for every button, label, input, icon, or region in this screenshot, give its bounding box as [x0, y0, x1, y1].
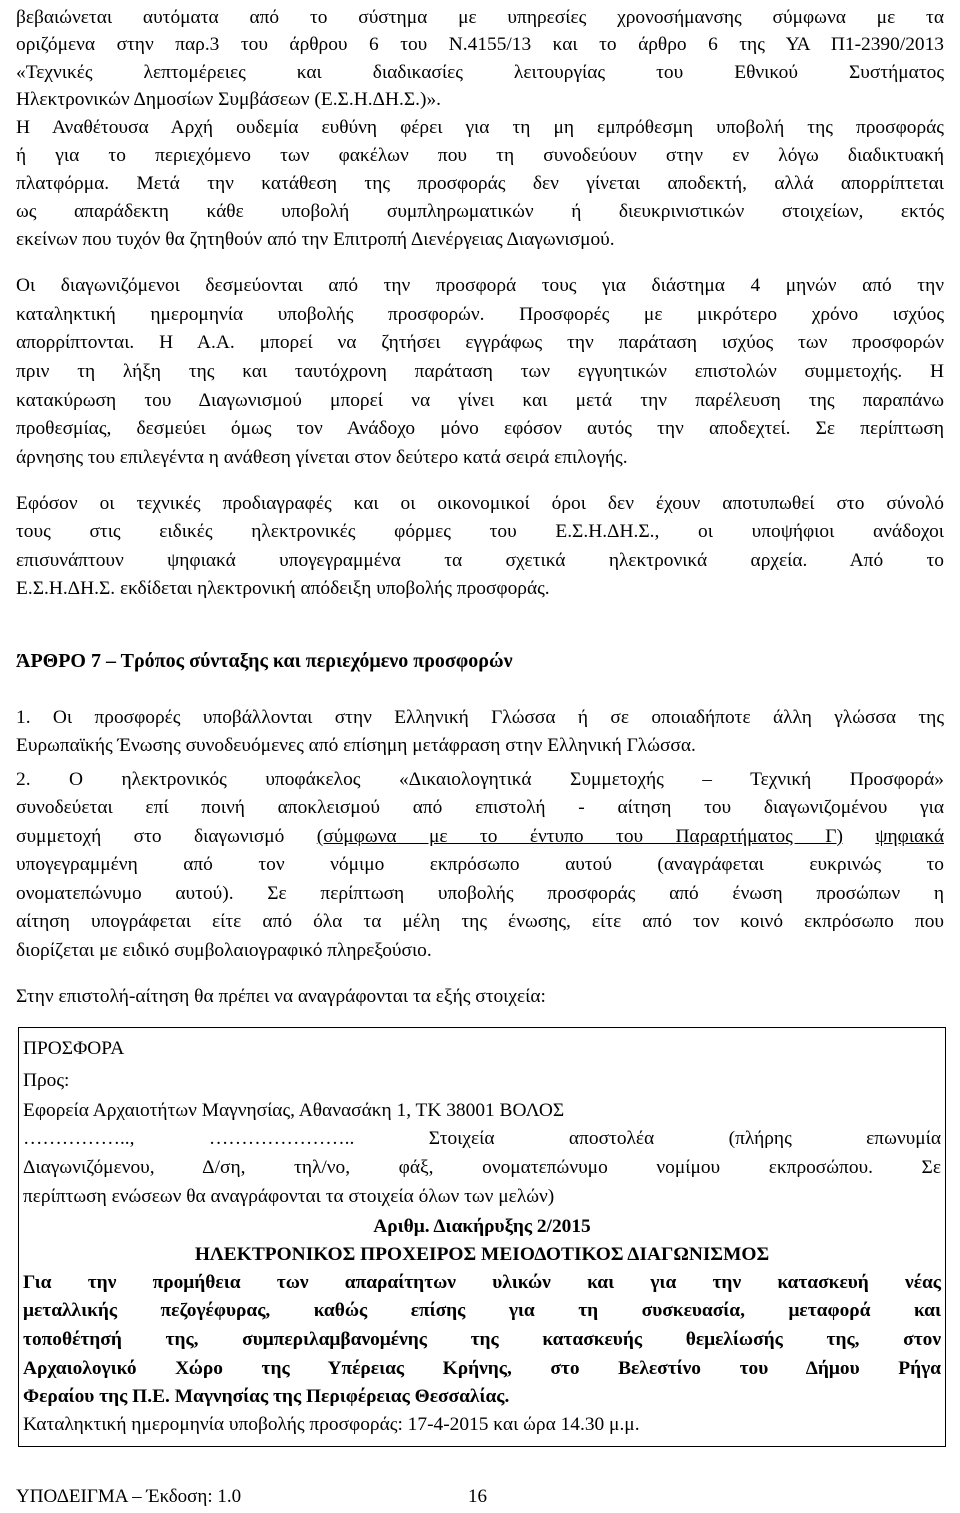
text-line: απορρίπτονται. Η Α.Α. μπορεί να ζητήσει εγγράφως την παράταση ισχύος των προσφορών: [16, 332, 944, 353]
box-title: ΠΡΟΣΦΟΡΑ: [23, 1038, 125, 1059]
text-line: βεβαιώνεται αυτόματα από το σύστημα με υπηρεσίες χρονοσήμανσης σύμφωνα με τα: [16, 7, 944, 28]
text-line: Ε.Σ.Η.ΔΗ.Σ. εκδίδεται ηλεκτρονική απόδειξη υποβολής προσφοράς.: [16, 578, 550, 599]
text-line: προθεσμίας, δεσμεύει όμως τον Ανάδοχο μόνο εφόσον αυτός την αποδεχτεί. Σε περίπτωση: [16, 418, 944, 439]
sender-line: περίπτωση ενώσεων θα αναγράφονται τα στοιχεία όλων των μελών): [23, 1186, 555, 1207]
text-line: οριζόμενα στην παρ.3 του άρθρου 6 του Ν.4155/13 και το άρθρο 6 της ΥΑ Π1-2390/2013: [16, 34, 944, 55]
deadline-line: Καταληκτική ημερομηνία υποβολής προσφοράς: 17-4-2015 και ώρα 14.30 μ.μ.: [23, 1414, 640, 1435]
text-line: ή για το περιεχόμενο των φακέλων που τη συνοδεύουν στην εν λόγω διαδικτυακή: [16, 145, 944, 166]
text-segment: [843, 826, 875, 847]
text-line: υπογεγραμμένη από τον νόμιμο εκπρόσωπο αυτού (αναγράφεται ευκρινώς το: [16, 854, 944, 875]
text-line: καταληκτική ημερομηνία υποβολής προσφορών. Προσφορές με μικρότερο χρόνο ισχύος: [16, 304, 944, 325]
subject-line: μεταλλικής πεζογέφυρας, καθώς επίσης για τη συσκευασία, μεταφορά και: [23, 1300, 941, 1321]
footer-document-label: ΥΠΟΔΕΙΓΜΑ – Έκδοση: 1.0: [16, 1486, 242, 1507]
text-line: 2. Ο ηλεκτρονικός υποφάκελος «Δικαιολογητικά Συμμετοχής – Τεχνική Προσφορά»: [16, 769, 944, 790]
text-line: Ευρωπαϊκής Ένωσης συνοδευόμενες από επίσημη μετάφραση στην Ελληνική Γλώσσα.: [16, 735, 696, 756]
recipient-address: Εφορεία Αρχαιοτήτων Μαγνησίας, Αθανασάκη 1, ΤΚ 38001 ΒΟΛΟΣ: [23, 1100, 565, 1121]
digitally-word: ψηφιακά: [875, 826, 944, 847]
text-line: ονοματεπώνυμο αυτού). Σε περίπτωση υποβολής προσφοράς από ένωση προσώπων η: [16, 883, 944, 904]
subject-line: τοποθέτησή της, συμπεριλαμβανομένης της κατασκευής θεμελίωσής της, στον: [23, 1329, 941, 1350]
text-line: διορίζεται με ειδικό συμβολαιογραφικό πληρεξούσιο.: [16, 940, 432, 961]
text-line-with-underline: [16, 823, 944, 850]
text-line: Οι διαγωνιζόμενοι δεσμεύονται από την προσφορά τους για διάστημα 4 μηνών από την: [16, 275, 944, 296]
text-line: επισυνάπτουν ψηφιακά υπογεγραμμένα τα σχετικά ηλεκτρονικά αρχεία. Από το: [16, 550, 944, 571]
text-line: Η Αναθέτουσα Αρχή ουδεμία ευθύνη φέρει για τη μη εμπρόθεσμη υποβολή της προσφοράς: [16, 117, 944, 138]
subject-line: Φεραίου της Π.Ε. Μαγνησίας της Περιφέρειας Θεσσαλίας.: [23, 1386, 510, 1407]
text-line: «Τεχνικές λεπτομέρειες και διαδικασίες λειτουργίας του Εθνικού Συστήματος: [16, 62, 944, 83]
text-segment: συμμετοχή στο διαγωνισμό: [16, 826, 317, 847]
to-label: Προς:: [23, 1070, 70, 1091]
text-line: εκείνων που τυχόν θα ζητηθούν από την Επιτροπή Διενέργειας Διαγωνισμού.: [16, 229, 615, 250]
text-line: Ηλεκτρονικών Δημοσίων Συμβάσεων (Ε.Σ.Η.ΔΗ.Σ.)».: [16, 89, 441, 110]
text-line: Εφόσον οι τεχνικές προδιαγραφές και οι οικονομικοί όροι δεν έχουν αποτυπωθεί στο σύνολό: [16, 493, 944, 514]
sender-line: …………….., ………………….. Στοιχεία αποστολέα (πλήρης επωνυμία: [23, 1128, 941, 1149]
article-heading: ΆΡΘΡΟ 7 – Τρόπος σύνταξης και περιεχόμενο προσφορών: [16, 650, 513, 672]
tender-title: ΗΛΕΚΤΡΟΝΙΚΟΣ ΠΡΟΧΕΙΡΟΣ ΜΕΙΟΔΟΤΙΚΟΣ ΔΙΑΓΩΝΙΣΜΟΣ: [194, 1244, 770, 1265]
annex-reference: (σύμφωνα με το έντυπο του Παραρτήματος Γ): [316, 826, 843, 847]
notice-number: Αριθμ. Διακήρυξης 2/2015: [373, 1216, 591, 1237]
text-line: άρνησης του επιλεγέντα η ανάθεση γίνεται στον δεύτερο κατά σειρά επιλογής.: [16, 447, 628, 468]
offer-envelope-box: [18, 1027, 946, 1447]
text-line: ως απαράδεκτη κάθε υποβολή συμπληρωματικών ή διευκρινιστικών στοιχείων, εκτός: [16, 201, 944, 222]
subject-line: Για την προμήθεια των απαραίτητων υλικών και για την κατασκευή νέας: [23, 1272, 941, 1293]
text-line: τους στις ειδικές ηλεκτρονικές φόρμες του Ε.Σ.Η.ΔΗ.Σ., οι υποψήφιοι ανάδοχοι: [16, 521, 944, 542]
text-line: αίτηση υπογράφεται είτε από όλα τα μέλη της ένωσης, είτε από τον κοινό εκπρόσωπο που: [16, 911, 944, 932]
intro-line: Στην επιστολή-αίτηση θα πρέπει να αναγράφονται τα εξής στοιχεία:: [16, 986, 546, 1007]
sender-line: Διαγωνιζόμενου, Δ/ση, τηλ/νο, φάξ, ονοματεπώνυμο νομίμου εκπροσώπου. Σε: [23, 1157, 941, 1178]
text-line: πλατφόρμα. Μετά την κατάθεση της προσφοράς δεν γίνεται αποδεκτή, αλλά απορρίπτεται: [16, 173, 944, 194]
subject-line: Αρχαιολογικό Χώρο της Υπέρειας Κρήνης, στο Βελεστίνο του Δήμου Ρήγα: [23, 1358, 941, 1379]
text-line: πριν τη λήξη της και ταυτόχρονη παράταση των εγγυητικών επιστολών συμμετοχής. Η: [16, 361, 944, 382]
footer-page-number: 16: [468, 1486, 487, 1507]
text-line: κατακύρωση του Διαγωνισμού μπορεί να γίνει και μετά την παρέλευση της παραπάνω: [16, 390, 944, 411]
text-line: 1. Οι προσφορές υποβάλλονται στην Ελληνική Γλώσσα ή σε οποιαδήποτε άλλη γλώσσα της: [16, 707, 944, 728]
text-line: συνοδεύεται επί ποινή αποκλεισμού από επιστολή - αίτηση του διαγωνιζομένου για: [16, 797, 944, 818]
